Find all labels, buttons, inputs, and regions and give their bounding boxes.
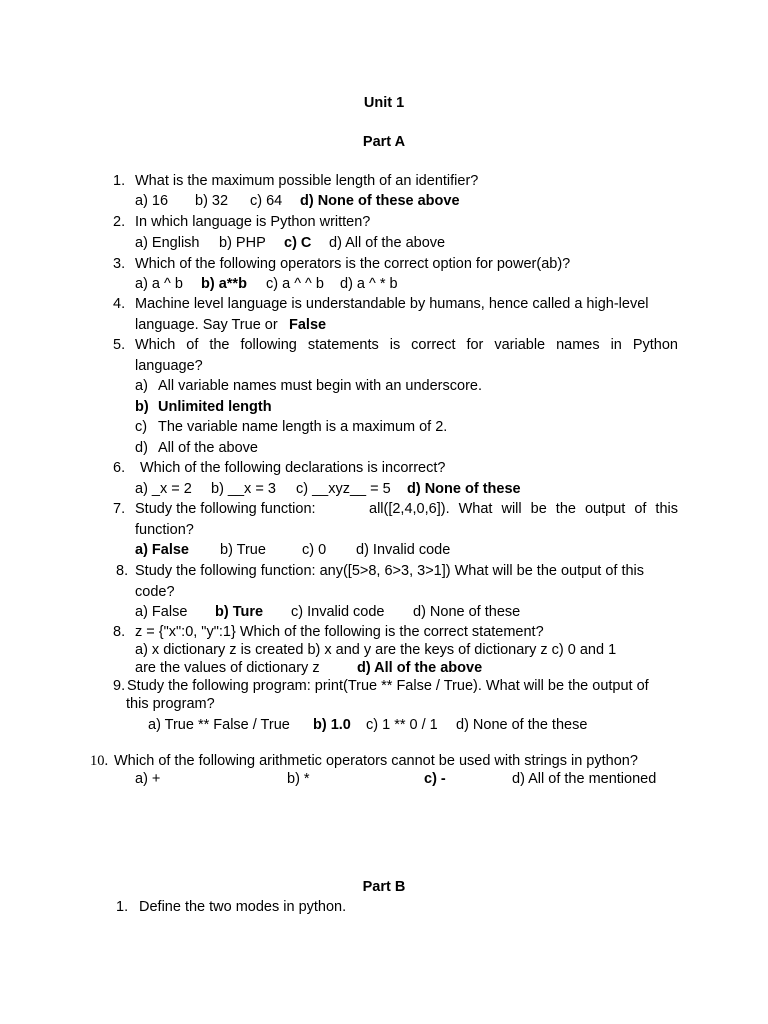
option-c: c) 0 [302,542,327,558]
question-number: 4. [113,296,126,312]
question-number: 7. [113,501,126,517]
option-c: c) Invalid code [291,604,385,620]
question-text: z = {"x":0, "y":1} Which of the following is the correct statement? [135,624,544,640]
question-text-line2: a) x dictionary z is created b) x and y are the keys of dictionary z c) 0 and 1 [135,642,617,658]
question-text-line2: language? [135,358,203,374]
option-a-answer: a) False [135,542,189,558]
option-c-answer: c) C [284,235,312,251]
question-text-line3: are the values of dictionary z [135,660,320,676]
question-number: 8. [116,563,129,579]
question-text: Which of the following operators is the correct option for power(ab)? [135,256,571,272]
question-number: 1. [116,899,129,915]
question-text: Define the two modes in python. [139,899,347,915]
question-number: 10. [90,753,109,769]
question-number: 1. [113,173,126,189]
answer: d) All of the above [357,660,483,676]
question-text-line1: Study the following program: print(True ** False / True). What will be the output of [127,678,649,694]
option-d: d) None of the these [456,717,588,733]
question-text: In which language is Python written? [135,214,371,230]
unit-title: Unit 1 [363,95,405,111]
question-text-line2: language. Say True or [135,317,278,333]
option-b-answer: b) a**b [201,276,247,292]
option-d: All of the above [158,440,258,456]
option-d: d) All of the above [329,235,446,251]
question-number: 2. [113,214,126,230]
question-number: 6. [113,460,126,476]
question-text-line1: Which of the following statements is correct for variable names in Python [135,337,678,353]
option-a: a) English [135,235,200,251]
option-d: d) None of these [413,604,521,620]
option-b: b) 32 [195,193,229,209]
question-number: 8. [113,624,126,640]
option-b: b) True [220,542,266,558]
question-text-line1: Study the following function: any([5>8, 6>3, 3>1]) What will be the output of this [135,563,645,579]
option-b-answer: Unlimited length [158,399,272,415]
option-label-c: c) [135,419,148,435]
question-text: Which of the following arithmetic operators cannot be used with strings in python? [114,753,638,769]
part-a-title: Part A [362,134,406,150]
option-label-b: b) [135,399,149,415]
question-text-line2: this program? [126,696,215,712]
question-text-line1b: all([2,4,0,6]). What will be the output of this [369,501,678,517]
option-b-answer: b) Ture [215,604,264,620]
option-d: d) All of the mentioned [512,771,657,787]
part-b-title: Part B [362,879,406,895]
question-text-line1: Machine level language is understandable by humans, hence called a high-level [135,296,649,312]
option-d-answer: d) None of these above [300,193,460,209]
question-text-line2: function? [135,522,194,538]
option-a: a) + [135,771,161,787]
question-text-line2: code? [135,584,175,600]
option-d: d) Invalid code [356,542,451,558]
option-a: a) a ^ b [135,276,183,292]
option-a: All variable names must begin with an underscore. [158,378,482,394]
option-b: b) PHP [219,235,266,251]
question-number: 5. [113,337,126,353]
question-text: What is the maximum possible length of an identifier? [135,173,479,189]
answer: False [289,317,327,333]
option-c-answer: c) - [424,771,446,787]
option-c: The variable name length is a maximum of 2. [158,419,448,435]
question-text: Which of the following declarations is incorrect? [140,460,446,476]
option-label-a: a) [135,378,148,394]
option-b: b) * [287,771,310,787]
option-label-d: d) [135,440,148,456]
question-text-line1a: Study the following function: [135,501,316,517]
question-number: 9. [113,678,126,694]
option-d-answer: d) None of these [407,481,521,497]
question-number: 3. [113,256,126,272]
option-c: c) a ^ ^ b [266,276,324,292]
option-a: a) False [135,604,188,620]
option-b-answer: b) 1.0 [313,717,351,733]
option-c: c) 64 [250,193,283,209]
option-b: b) __x = 3 [211,481,276,497]
option-c: c) 1 ** 0 / 1 [366,717,438,733]
option-a: a) True ** False / True [148,717,290,733]
option-c: c) __xyz__ = 5 [296,481,391,497]
option-a: a) _x = 2 [135,481,192,497]
option-a: a) 16 [135,193,169,209]
option-d: d) a ^ * b [340,276,398,292]
